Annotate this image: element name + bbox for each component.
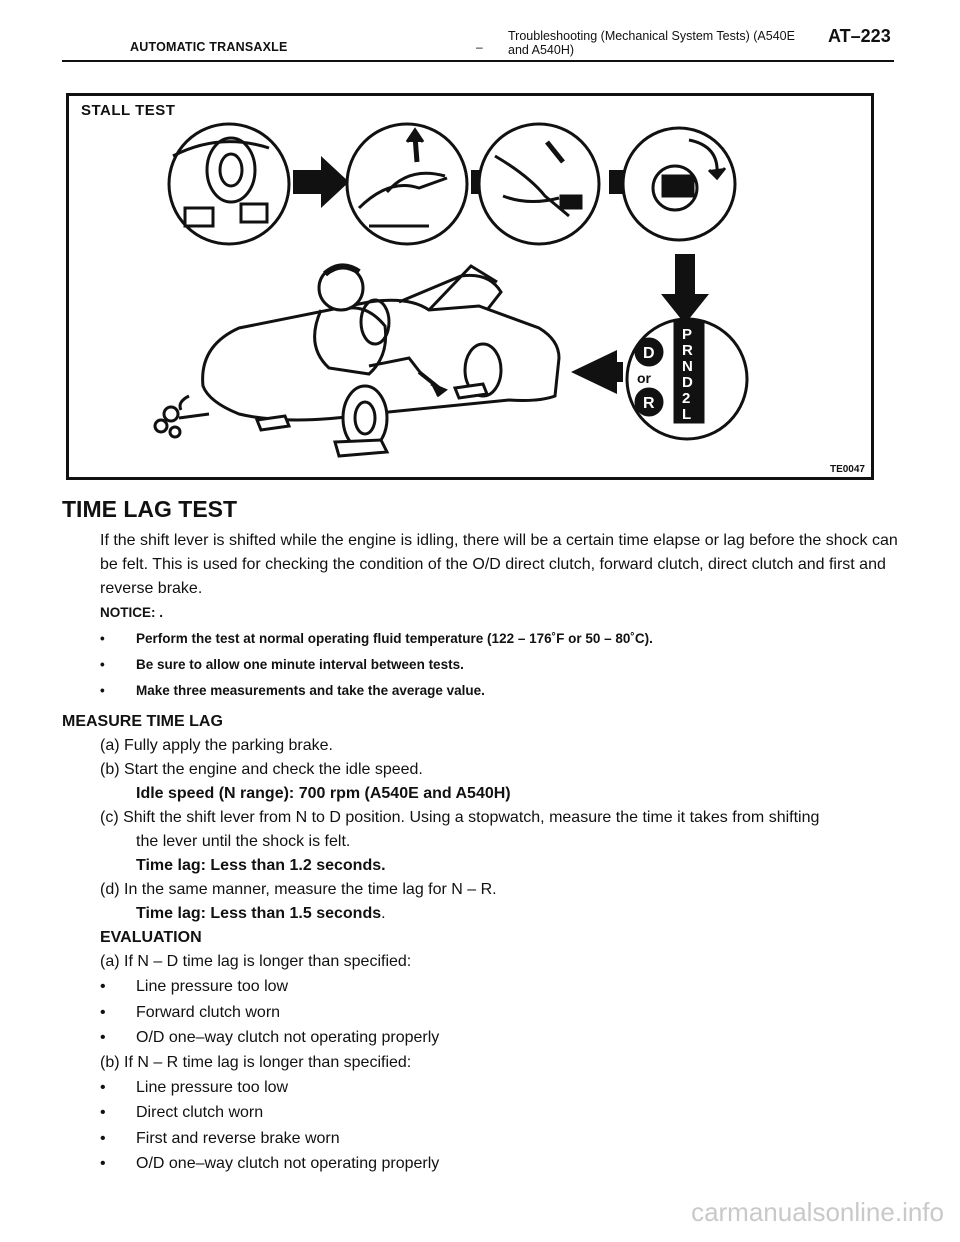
bullet-icon: • [100,631,105,646]
stall-test-figure [66,93,874,480]
header-dash: – [476,40,483,54]
notice-label: NOTICE: . [100,605,163,620]
wheel-chock-circle [169,124,289,244]
bullet-icon: • [100,1104,106,1121]
list-item: • Forward clutch worn [100,1000,902,1026]
page-code: AT–223 [828,26,891,46]
car-illustration [155,266,559,456]
brake-pedal-circle [479,124,599,244]
shift-letter: L [682,406,692,423]
intro-paragraph: If the shift lever is shifted while the engine is idling, there will be a certain time elapse or lag before the shock can be felt. This is used for checking the condition of the O/D direct clutch, forward clutch, direct clutch and first and reverse brake. [100,532,898,597]
evaluation-heading: EVALUATION [100,929,202,946]
list-item: • Line pressure too low [100,1075,902,1101]
header-subtitle: Troubleshooting (Mechanical System Tests) (A540E and A540H) [508,29,795,57]
notice-item: • Be sure to allow one minute interval between tests. [100,652,902,678]
arrow-right-icon [293,156,349,208]
bullet-icon: • [100,1029,106,1046]
parking-brake-circle [347,124,467,244]
measure-heading: MEASURE TIME LAG [62,713,223,730]
arrow-down-icon [661,254,709,324]
shift-letter: D [682,374,693,391]
list-item: • First and reverse brake worn [100,1126,902,1152]
bullet-icon: • [100,1078,106,1096]
bullet-icon: • [100,1003,106,1021]
list-item: • Direct clutch worn [100,1100,902,1126]
shift-letter: N [682,358,693,375]
shift-letter: P [682,326,693,343]
step-a: (a) Fully apply the parking brake. [100,737,333,754]
header-divider [62,60,894,62]
bullet-icon: • [100,1129,106,1147]
list-item: • Line pressure too low [100,974,902,1000]
ignition-key-circle [623,128,735,240]
bullet-icon: • [100,657,105,672]
list-item: • O/D one–way clutch not operating properly [100,1025,902,1051]
notice-item: • Perform the test at normal operating fluid temperature (122 – 176˚F or 50 – 80˚C). [100,626,902,652]
bullet-icon: • [100,978,106,995]
spec-idle-speed: Idle speed (N range): 700 rpm (A540E and A540H) [136,785,511,802]
step-b: (b) Start the engine and check the idle speed. [100,761,423,778]
section-heading: TIME LAG TEST [62,496,238,522]
header-section-title: AUTOMATIC TRANSAXLE [130,40,288,54]
watermark: carmanualsonline.info [691,1197,944,1227]
step-d: (d) In the same manner, measure the time lag for N – R. [100,881,497,898]
spec-time-lag-nd: Time lag: Less than 1.2 seconds. [136,857,386,874]
notice-item: • Make three measurements and take the average value. [100,678,902,704]
figure-title: STALL TEST [81,102,176,119]
eval-a: (a) If N – D time lag is longer than specified: [100,953,412,970]
bullet-icon: • [100,683,105,698]
range-r-label: R [643,395,655,412]
shift-letter: R [682,342,693,359]
shift-letter: 2 [682,390,691,407]
step-c: (c) Shift the shift lever from N to D position. Using a stopwatch, measure the time it takes from shifting [100,809,820,826]
eval-b: (b) If N – R time lag is longer than specified: [100,1053,412,1071]
spec-time-lag-nr: Time lag: Less than 1.5 seconds. [136,905,386,922]
list-item: • O/D one–way clutch not operating properly [100,1151,902,1177]
figure-code: TE0047 [829,464,865,475]
bullet-icon: • [100,1155,106,1172]
stall-test-illustration [69,96,871,477]
main-content [62,496,902,1177]
range-or-label: or [637,370,651,386]
range-d-label: D [643,345,655,362]
step-c-continued: the lever until the shock is felt. [136,833,351,850]
